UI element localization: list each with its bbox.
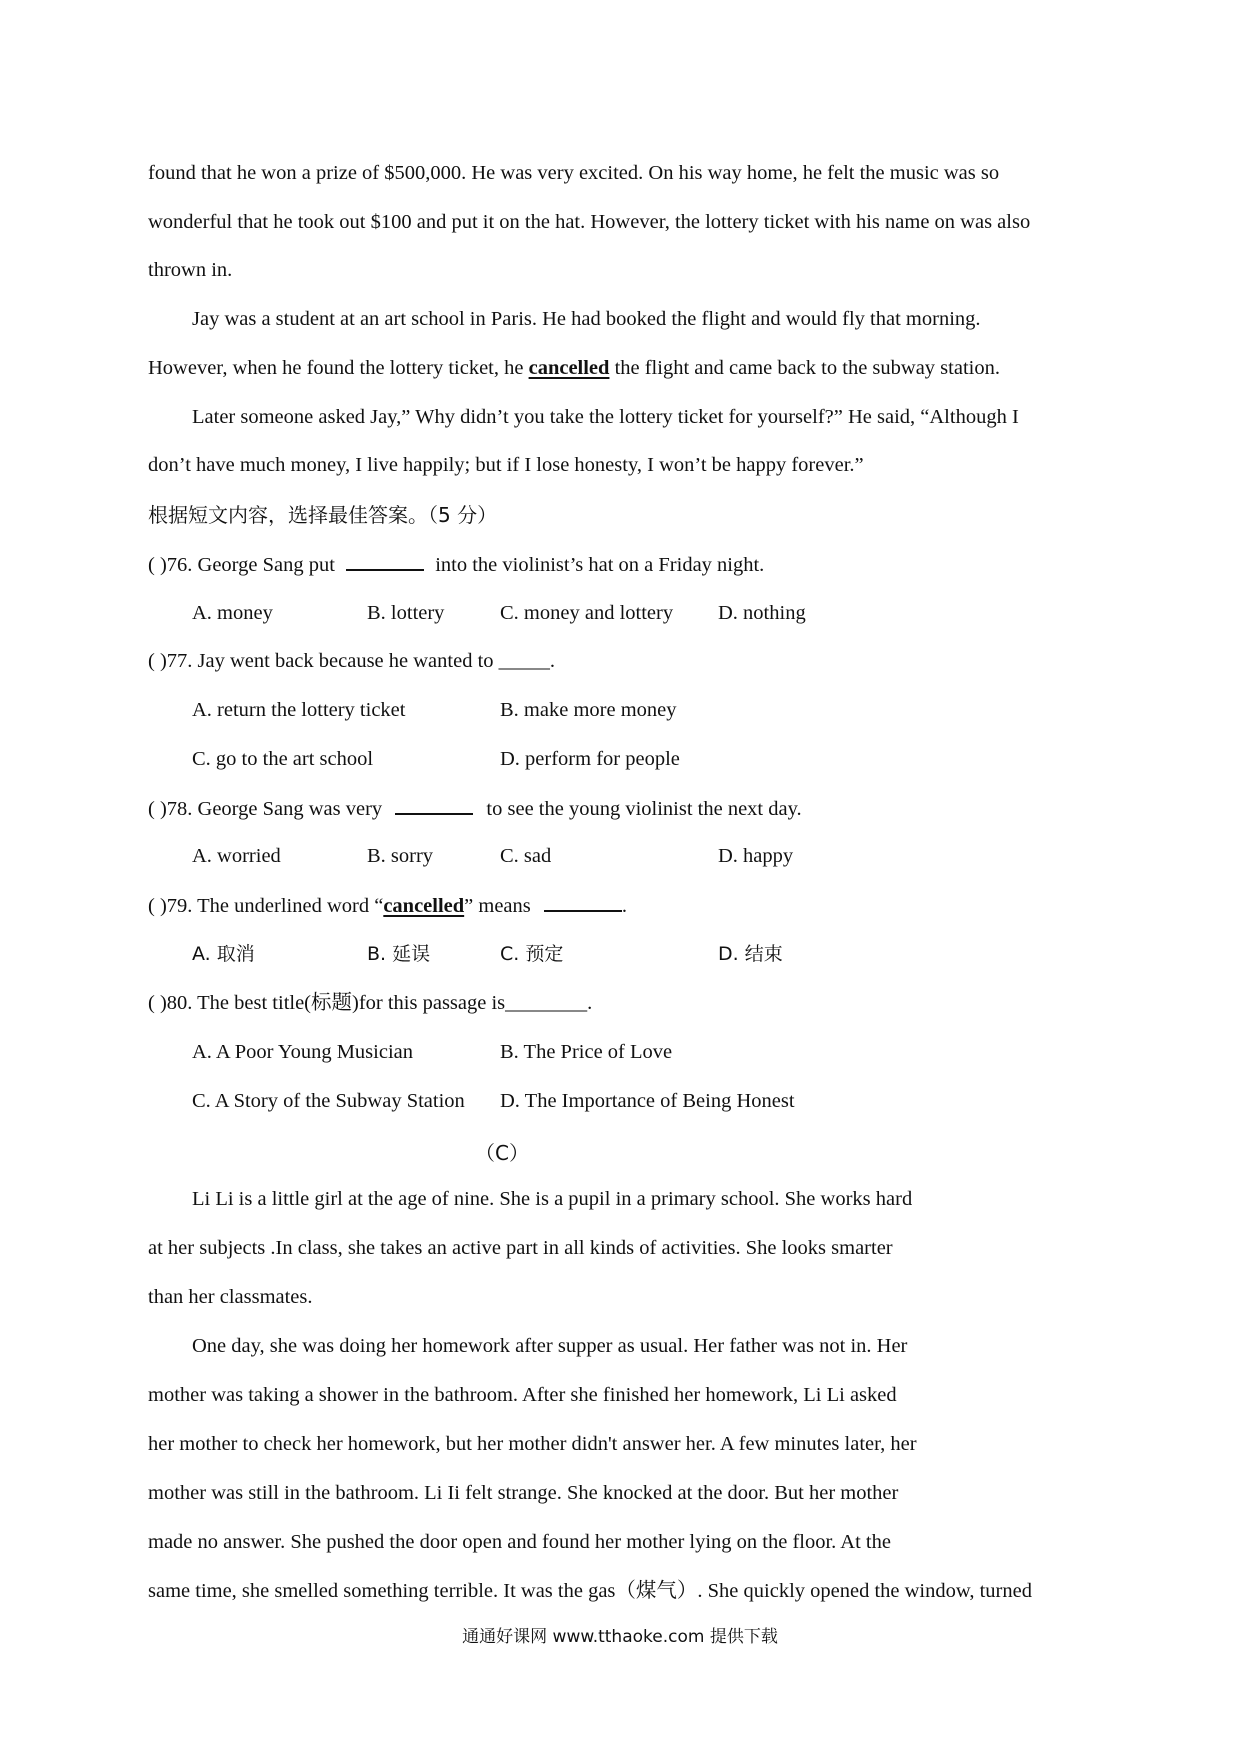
passage-c-line-1: Li Li is a little girl at the age of nine. She is a pupil in a primary school. She works hard: [192, 1188, 913, 1210]
question-text: ( )78. George Sang was very: [148, 798, 383, 820]
question-text: to see the young violinist the next day.: [486, 798, 802, 820]
passage-b-paragraph-3-line-1: Later someone asked Jay,” Why didn’t you take the lottery ticket for yourself?” He said, “Although I: [192, 406, 1019, 428]
passage-c-line-8: made no answer. She pushed the door open and found her mother lying on the floor. At the: [148, 1531, 891, 1553]
question-76-stem: [148, 551, 764, 578]
option-d: D. happy: [718, 845, 794, 867]
question-text: ( )79. The underlined word “: [148, 895, 384, 917]
option-a: A. A Poor Young Musician: [192, 1041, 413, 1063]
passage-c-line-3: than her classmates.: [148, 1286, 313, 1308]
option-b: B. 延误: [367, 943, 431, 965]
question-77-stem: ( )77. Jay went back because he wanted to _____.: [148, 650, 556, 672]
passage-b-line-2: wonderful that he took out $100 and put it on the hat. However, the lottery ticket with his name on was also: [148, 211, 1031, 233]
passage-b-line-3: thrown in.: [148, 259, 233, 281]
question-78-stem: [148, 795, 802, 822]
question-text: .: [621, 895, 628, 917]
passage-c-line-5: mother was taking a shower in the bathroom. After she finished her homework, Li Li asked: [148, 1384, 897, 1406]
underlined-word-cancelled: cancelled: [528, 357, 610, 379]
underlined-word-cancelled: cancelled: [383, 895, 465, 917]
option-c: C. 预定: [500, 943, 564, 965]
passage-b-paragraph-3-line-2: don’t have much money, I live happily; but if I lose honesty, I won’t be happy forever.”: [148, 454, 864, 476]
question-80-stem: ( )80. The best title(标题)for this passage is________.: [148, 992, 593, 1014]
passage-text: the flight and came back to the subway station.: [614, 357, 1000, 379]
page-footer: 通通好课网 www.tthaoke.com 提供下载: [462, 1627, 778, 1647]
option-b: B. lottery: [367, 602, 445, 624]
option-d: D. nothing: [718, 602, 806, 624]
answer-blank: [544, 892, 622, 912]
passage-b-paragraph-2-line-2: [148, 355, 1000, 381]
passage-b-line-1: found that he won a prize of $500,000. He was very excited. On his way home, he felt the music was so: [148, 162, 1000, 184]
passage-text: However, when he found the lottery ticket, he: [148, 357, 524, 379]
passage-c-line-2: at her subjects .In class, she takes an active part in all kinds of activities. She looks smarter: [148, 1237, 893, 1259]
option-b: B. sorry: [367, 845, 434, 867]
question-text: into the violinist’s hat on a Friday night.: [435, 554, 765, 576]
option-a: A. worried: [192, 845, 281, 867]
option-a: A. return the lottery ticket: [192, 699, 406, 721]
option-c: C. A Story of the Subway Station: [192, 1090, 465, 1112]
option-b: B. The Price of Love: [500, 1041, 673, 1063]
option-b: B. make more money: [500, 699, 677, 721]
option-d: D. The Importance of Being Honest: [500, 1090, 795, 1112]
option-c: C. money and lottery: [500, 602, 674, 624]
option-d: D. 结束: [718, 943, 783, 965]
passage-c-line-4: One day, she was doing her homework after supper as usual. Her father was not in. Her: [192, 1335, 908, 1357]
section-instruction: 根据短文内容，选择最佳答案。（5 分）: [148, 503, 498, 527]
answer-blank: [395, 795, 473, 815]
passage-c-line-9: same time, she smelled something terrible. It was the gas（煤气）. She quickly opened the window, turned: [148, 1580, 1032, 1602]
passage-b-paragraph-2-line-1: Jay was a student at an art school in Paris. He had booked the flight and would fly that morning.: [192, 308, 981, 330]
option-a: A. 取消: [192, 943, 255, 965]
passage-c-line-7: mother was still in the bathroom. Li Ii felt strange. She knocked at the door. But her mother: [148, 1482, 899, 1504]
option-c: C. sad: [500, 845, 552, 867]
question-text: ” means: [464, 895, 531, 917]
passage-c-line-6: her mother to check her homework, but her mother didn't answer her. A few minutes later, her: [148, 1433, 917, 1455]
question-text: ( )76. George Sang put: [148, 554, 335, 576]
question-79-stem: [148, 892, 627, 919]
answer-blank: [346, 551, 424, 571]
option-c: C. go to the art school: [192, 748, 374, 770]
option-d: D. perform for people: [500, 748, 680, 770]
option-a: A. money: [192, 602, 273, 624]
section-c-label: （C）: [475, 1141, 529, 1165]
